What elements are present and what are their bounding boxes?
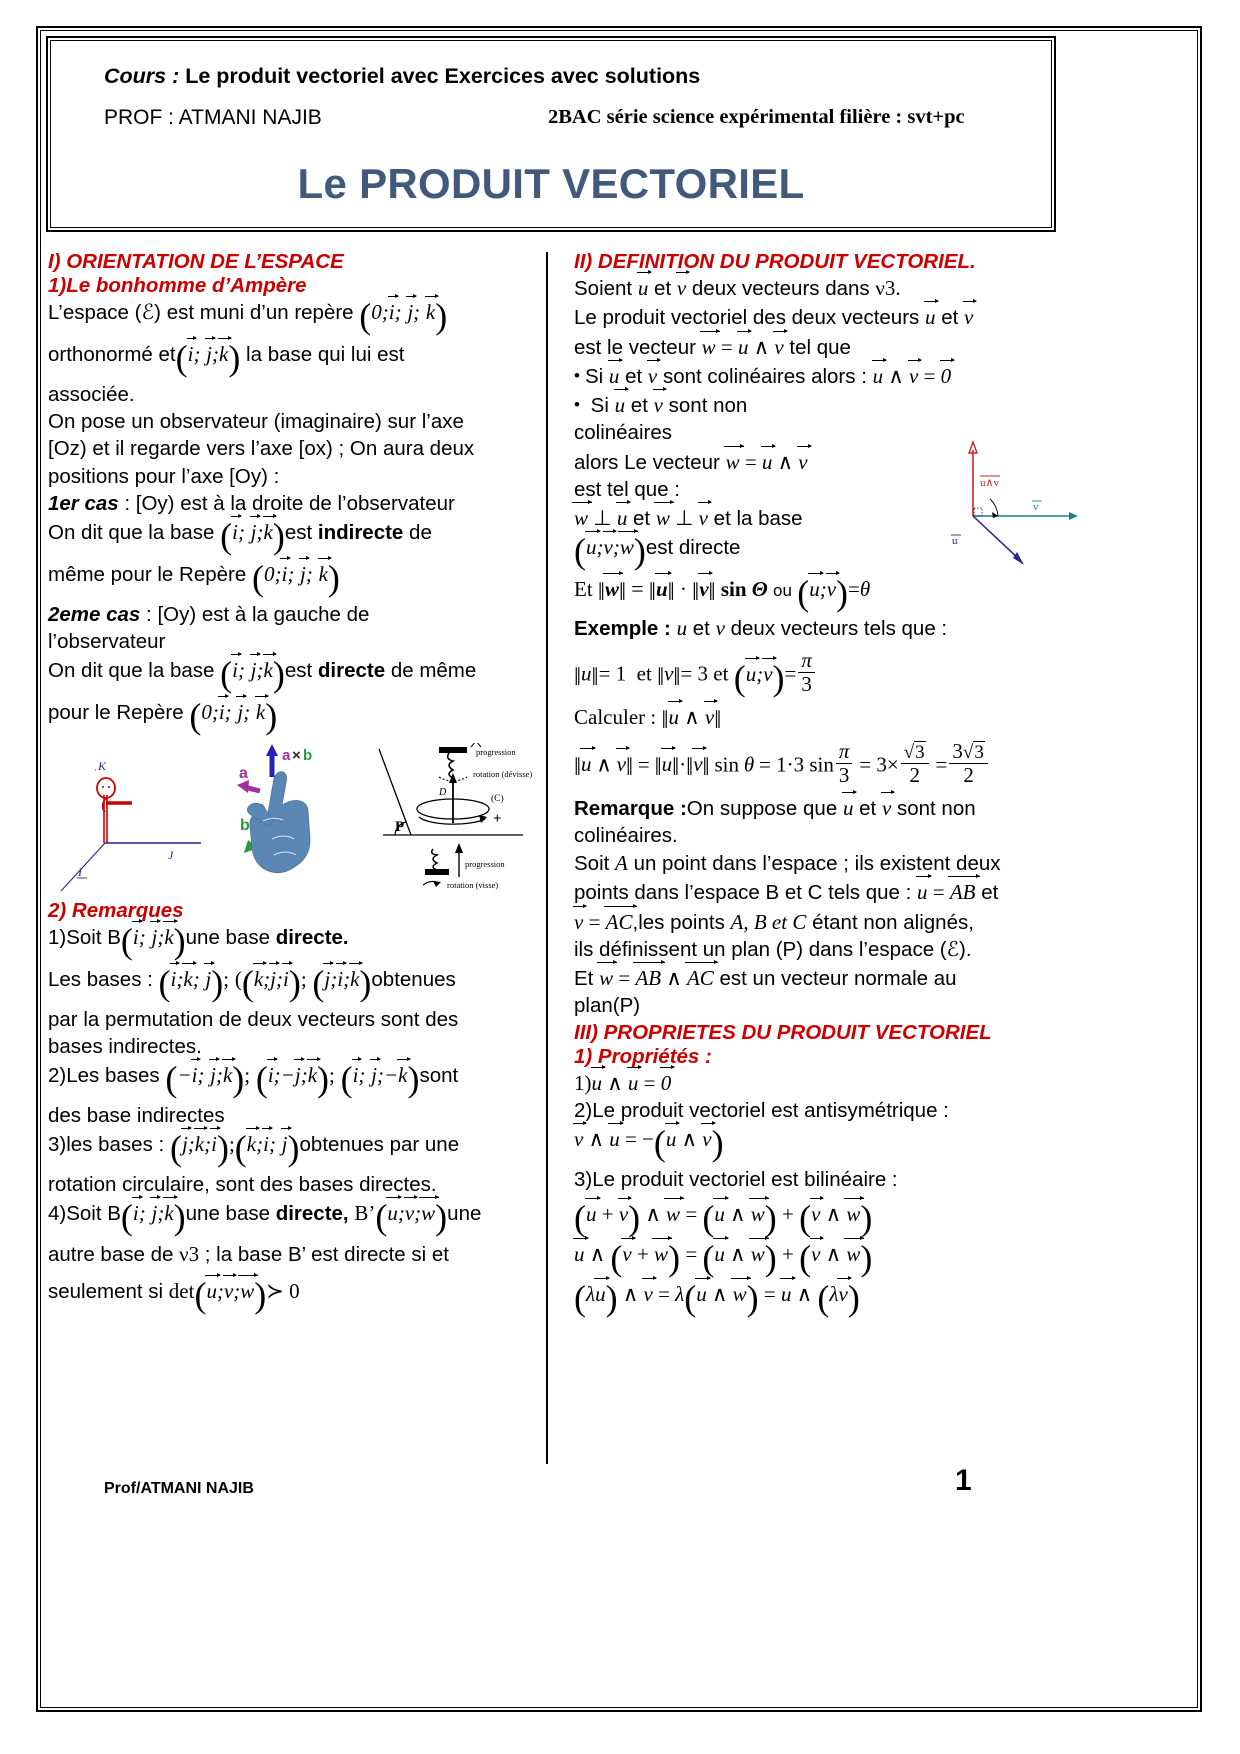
- axis-label-y: J: [168, 847, 174, 862]
- soit-c: points dans l’espace B et C tels que :: [574, 881, 912, 905]
- remark-5-f2: ≻ 0: [266, 1279, 300, 1304]
- et-w-b: est un vecteur normale au: [719, 967, 957, 991]
- math-base-ijk-5: (i; j;k): [120, 1197, 186, 1238]
- def-1-b: deux vecteurs dans: [691, 277, 870, 301]
- vector-v-3: v: [647, 363, 658, 388]
- math-base-uvw-2: (u;v;w): [574, 531, 646, 572]
- remark-4-bases: 3)les bases : (j;k;i);(k;i; j)obtenues par une: [48, 1128, 460, 1169]
- footer-author: Prof/ATMANI NAJIB: [104, 1480, 254, 1497]
- example-et: et: [692, 616, 710, 640]
- remark-4-c: obtenues par une: [299, 1133, 460, 1157]
- case-2-basis-bold: directe: [317, 659, 386, 683]
- bullet-noncolinear: [574, 391, 1066, 419]
- property-2-text: [574, 1098, 1066, 1124]
- text-espace-b: ) est muni d’un repère: [154, 301, 354, 325]
- property-3-eq-1: (u + v) ∧ w = (u ∧ w) + (v ∧ w): [574, 1198, 873, 1239]
- math-repere-Oijk-2: (0;i; j; k): [251, 557, 340, 598]
- left-column: [48, 250, 540, 1316]
- definition-line-2: [574, 303, 1066, 331]
- def-3-a: est le vecteur: [574, 335, 696, 359]
- property-3-text: 3)Le produit vectoriel est bilinéaire :: [574, 1168, 898, 1192]
- property-3-eq-2: u ∧ (v + w) = (u ∧ w) + (v ∧ w): [574, 1238, 873, 1279]
- vector-v-rem: v: [881, 795, 892, 820]
- def-3-b: tel que: [789, 335, 851, 359]
- remarque-c: sont non: [896, 796, 976, 820]
- soit-b: un point dans l’espace ; ils existent deux: [633, 852, 1001, 876]
- case-2-text2: l’observateur: [48, 629, 166, 653]
- et-w-a: Et: [574, 967, 594, 991]
- remark-3-bases: 2)Les bases (−i; j;k); (i;−j;k); (i; j;−k)sont: [48, 1059, 459, 1100]
- soit-d: ,les points: [632, 910, 725, 934]
- calc-label: Calculer :: [574, 705, 657, 729]
- math-base-kij: (k;i; j): [234, 1128, 300, 1169]
- soit-e: étant non alignés,: [812, 910, 974, 934]
- right-hand-rule-figure: [216, 743, 366, 893]
- plan-P-text: plan(P): [574, 994, 641, 1018]
- course-title: Le produit vectoriel avec Exercices avec solutions: [185, 64, 701, 88]
- math-base-jik: (j;i;k): [312, 962, 372, 1003]
- b2-c: sont non: [668, 394, 748, 418]
- norm-formula-line: Et ‖w‖ = ‖u‖ · ‖v‖ sin Θ ou (u;v)=θ: [574, 573, 871, 614]
- text-orthonorme-b: la base qui lui est: [246, 343, 405, 367]
- text-associee: associée.: [48, 382, 135, 406]
- case-2-basis-a: On dit que la base: [48, 659, 215, 683]
- label-progression-bottom: progression: [465, 858, 505, 869]
- remark-3-c: sont: [419, 1064, 459, 1088]
- remark-3-a: 2)Les bases: [48, 1064, 160, 1088]
- svg-text:b: b: [303, 746, 313, 764]
- symbol-V3-left: ν3: [179, 1241, 200, 1266]
- screw-rule-figure: [373, 743, 533, 893]
- math-u-wedge-v-zero: u ∧ v = 0: [872, 363, 952, 388]
- math-base-uvw-1: (u;v;w): [375, 1197, 448, 1238]
- page-title: Le PRODUIT VECTORIEL: [297, 160, 805, 207]
- vector-u-rem: u: [842, 795, 854, 820]
- math-angle-uv: (u;v): [797, 573, 849, 614]
- course-label: Cours :: [104, 64, 180, 88]
- label-progression-top: progression: [476, 746, 516, 757]
- bullet-colinear: [574, 362, 1066, 390]
- vector-triple-figure: [928, 438, 1078, 566]
- b5-d: et la base: [713, 507, 803, 531]
- label-u-fig: u: [952, 535, 958, 547]
- math-w-eq-u-wedge-v-1: w = u ∧ v: [701, 334, 784, 359]
- label-D: D: [439, 786, 447, 798]
- heading-section-3-sub: 1) Propriétés :: [574, 1044, 712, 1068]
- label-u-wedge-v: u∧v: [980, 477, 1000, 489]
- vector-v-ex: v: [715, 615, 725, 640]
- vector-v-1: v: [676, 276, 687, 301]
- remark-2-bases: Les bases : (i;k; j); ((k;j;i); (j;i;k)obtenues: [48, 962, 456, 1003]
- vector-u-2: u: [924, 305, 936, 330]
- math-u-wedge-u-zero: u ∧ u = 0: [591, 1070, 672, 1095]
- remark-1: [48, 920, 540, 961]
- text-axes-inner: [Oz) et il regarde vers l’axe [ox) ; On aura deux: [48, 437, 475, 461]
- def-2-a: Le produit vectoriel des deux vecteurs: [574, 306, 920, 330]
- heading-section-3: III) PROPRIETES DU PRODUIT VECTORIEL: [574, 1020, 992, 1044]
- b1-c: sont colinéaires alors :: [662, 364, 867, 388]
- math-w-eq-AB-wedge-AC: w = AB ∧ AC: [599, 966, 714, 991]
- case-2-basis-b: est: [284, 659, 313, 683]
- label-C: (C): [491, 793, 504, 804]
- math-base-kji: ((k;j;i): [234, 962, 301, 1003]
- points-ABC: A, B et C: [730, 909, 807, 934]
- remark-5-d: une: [447, 1202, 482, 1226]
- vector-u-4: u: [614, 393, 626, 418]
- plan-P-line: ils définissent un plan (P) dans l’espace (ℰ).: [574, 937, 972, 961]
- def-2-b: et: [941, 306, 959, 330]
- b3-a: alors Le vecteur: [574, 450, 720, 474]
- b2-b: et: [630, 394, 648, 418]
- vector-u-ex: u: [676, 615, 688, 640]
- math-repere-Oijk: (0;i; j; k): [359, 296, 448, 337]
- label-rotation-visse: rotation (visse): [447, 879, 499, 890]
- remark-1-b: une base: [185, 925, 270, 949]
- property-2-eq: [574, 1123, 1066, 1164]
- case-2-basis-c: de même: [390, 659, 477, 683]
- case-1-basis-a: On dit que la base: [48, 521, 215, 545]
- remark-5-e2: ; la base B’ est directe si et: [204, 1242, 449, 1266]
- remarque-b: et: [859, 796, 877, 820]
- text-axes: [48, 436, 540, 462]
- heading-section-2-right: II) DEFINITION DU PRODUIT VECTORIEL.: [574, 250, 976, 273]
- remark-5-line2: [48, 1241, 540, 1268]
- math-base-ijk-4: (i; j;k): [120, 920, 186, 961]
- remark-4-a: 3)les bases :: [48, 1133, 165, 1157]
- calc-result-line: ‖u ∧ v‖ = ‖u‖·‖v‖ sin θ = 1·3 sin $\frac{\pi}{3}$ = 3× $\frac{√3}{2}$ = $\frac{3√3}{2}$: [574, 740, 1066, 787]
- remark-2-e: bases indirectes.: [48, 1034, 202, 1058]
- remark-1-bold: directe.: [275, 925, 349, 949]
- case-1-basis-c: de: [409, 521, 432, 545]
- remarque-a: On suppose que: [686, 796, 838, 820]
- label-plus: +: [493, 810, 502, 827]
- definition-line-3: [574, 333, 1066, 361]
- b5-b: et: [633, 507, 651, 531]
- remark-5-a: 4)Soit B: [48, 1202, 121, 1226]
- b1-a: Si: [584, 364, 604, 388]
- course-line: [104, 64, 700, 89]
- example-values-line: ‖u‖= 1 et ‖v‖= 3 et (u;v)= $\frac{\pi}{3}$: [574, 649, 1066, 696]
- math-antisymmetric: v ∧ u = −(u ∧ v): [574, 1123, 724, 1164]
- points-AC-line: [574, 908, 1066, 936]
- footer-page-number: 1: [955, 1464, 972, 1497]
- case-2-label: 2eme cas: [48, 602, 141, 626]
- point-A: A: [615, 851, 628, 876]
- symbol-E: ℰ: [141, 300, 155, 325]
- case-2-repere-line: [48, 696, 540, 736]
- math-angle-uv-2: (u;v): [733, 657, 785, 698]
- property-3-eq-3: (λu) ∧ v = λ(u ∧ w) = u ∧ (λv): [574, 1277, 860, 1318]
- normal-vector-line: [574, 964, 1066, 992]
- remarque-label: Remarque :: [574, 796, 687, 820]
- remark-2-d: par la permutation de deux vecteurs sont des: [48, 1007, 459, 1031]
- remark-5-c: B’: [354, 1201, 376, 1226]
- case-1-basis-bold: indirecte: [317, 521, 404, 545]
- points-BC-line: [574, 878, 1066, 906]
- right-column: [560, 250, 1066, 1320]
- property-1: 1)u ∧ u = 0: [574, 1070, 672, 1095]
- label-v-fig: v: [1033, 501, 1039, 513]
- math-base-negj: (i;−j;k): [255, 1059, 330, 1100]
- vector-v-4: v: [653, 393, 663, 418]
- remarque-line: [574, 794, 1066, 822]
- remark-4-d: rotation circulaire, sont des bases directes.: [48, 1172, 437, 1196]
- math-det-uvw: det(u;v;w): [168, 1275, 267, 1316]
- case-1-repere-line: [48, 557, 540, 598]
- b4-line: est tel que :: [574, 477, 680, 501]
- b1-b: et: [625, 364, 643, 388]
- remark-5: [48, 1197, 540, 1238]
- heading-section-2: 2) Remarques: [48, 898, 184, 922]
- math-v-eq-AC: v = AC: [574, 909, 633, 934]
- remark-5-line3: [48, 1275, 540, 1316]
- case-1-text: : [Oy) est à la droite de l’observateur: [124, 491, 455, 515]
- math-base-ijk-2: (i; j;k): [220, 516, 285, 557]
- text-orthonorme-a: orthonormé et: [48, 343, 176, 367]
- remark-5-e1: autre base de: [48, 1242, 174, 1266]
- def-1-a: Soient: [574, 277, 633, 301]
- paragraph-espace: [48, 296, 540, 337]
- remark-5-b: une base: [185, 1202, 270, 1226]
- heading-section-1: I) ORIENTATION DE L’ESPACE: [48, 250, 344, 273]
- math-w-perp-u: w ⊥ u: [574, 506, 628, 531]
- math-w-eq-u-wedge-v-2: w = u ∧ v: [725, 449, 808, 474]
- vector-u-1: u: [637, 276, 649, 301]
- case-2-line: [48, 602, 540, 628]
- math-w-perp-v: w ⊥ v: [655, 506, 708, 531]
- remark-2-c: obtenues: [371, 967, 456, 991]
- definition-line-1: [574, 274, 1066, 302]
- label-a-cross: a: [282, 746, 291, 764]
- label-b: b: [240, 816, 250, 834]
- header-box: [46, 36, 1056, 232]
- label-a: a: [239, 764, 248, 782]
- prop-2-text: 2)Le produit vectoriel est antisymétrique :: [574, 1099, 949, 1123]
- math-base-negi: (−i; j;k): [165, 1059, 245, 1100]
- case-1-basis-line: [48, 516, 540, 557]
- text-observateur: On pose un observateur (imaginaire) sur l’axe: [48, 410, 464, 434]
- column-divider: [546, 252, 548, 1464]
- b2-a: Si: [590, 394, 609, 418]
- professor-line: PROF : ATMANI NAJIB: [104, 106, 322, 129]
- def-1-et: et: [654, 277, 672, 301]
- soit-A-line: [574, 850, 1066, 877]
- vector-u-3: u: [608, 363, 620, 388]
- math-base-ikj: (i;k; j): [158, 962, 224, 1003]
- remark-5-f1: seulement si: [48, 1280, 164, 1304]
- case-2-basis-line: [48, 654, 540, 695]
- math-base-ijk-1: (i; j;k): [175, 338, 241, 379]
- soit-et: et: [981, 881, 999, 905]
- remark-3-d: des base indirectes: [48, 1103, 225, 1127]
- vector-v-2: v: [964, 305, 974, 330]
- remarque-d: colinéaires.: [574, 823, 678, 847]
- text-espace-a: L’espace (: [48, 301, 142, 325]
- remark-2-a: Les bases :: [48, 967, 153, 991]
- paragraph-orthonorme: [48, 338, 540, 379]
- math-base-ijk-3: (i; j;k): [220, 654, 285, 695]
- case-1-label: 1er cas: [48, 491, 119, 515]
- svg-text:·: ·: [94, 764, 97, 775]
- example-c: deux vecteurs tels que :: [730, 616, 948, 640]
- case-2-text: : [Oy) est à la gauche de: [146, 602, 370, 626]
- example-line: [574, 615, 1066, 642]
- ampere-observer-figure: [56, 743, 206, 893]
- math-repere-Oijk-3: (0;i; j; k): [189, 696, 278, 736]
- remark-5-bold: directe,: [275, 1202, 349, 1226]
- label-P: P: [395, 818, 405, 835]
- axis-label-x: I: [78, 864, 82, 879]
- soit-a: Soit: [574, 852, 610, 876]
- case-2-repere-a: pour le Repère: [48, 701, 184, 724]
- b2-d: colinéaires: [574, 421, 672, 445]
- remark-1-a: 1)Soit B: [48, 925, 121, 949]
- level-line: 2BAC série science expérimental filière : svt+pc: [548, 106, 965, 128]
- svg-text:×: ×: [292, 746, 301, 764]
- b6-b: est directe: [645, 536, 741, 560]
- math-u-eq-AB: u = AB: [917, 880, 976, 905]
- text-positions: positions pour l’axe [Oy) :: [48, 464, 280, 488]
- symbol-V3-right: ν3.: [875, 276, 901, 301]
- calculer-line: Calculer : ‖u ∧ v‖: [574, 705, 722, 734]
- figures-row: [48, 743, 540, 893]
- label-rotation-devisse: rotation (dévisse): [473, 768, 533, 779]
- case-1-line: [48, 491, 540, 517]
- case-1-repere-a: même pour le Repère: [48, 562, 247, 586]
- example-label: Exemple :: [574, 616, 671, 640]
- math-base-jki: (j;k;i): [169, 1128, 229, 1169]
- case-1-basis-b: est: [284, 521, 313, 545]
- heading-section-1-sub: 1)Le bonhomme d’Ampère: [48, 274, 307, 298]
- math-base-negk: (i; j;−k): [340, 1059, 420, 1100]
- axis-label-z: K: [98, 758, 107, 773]
